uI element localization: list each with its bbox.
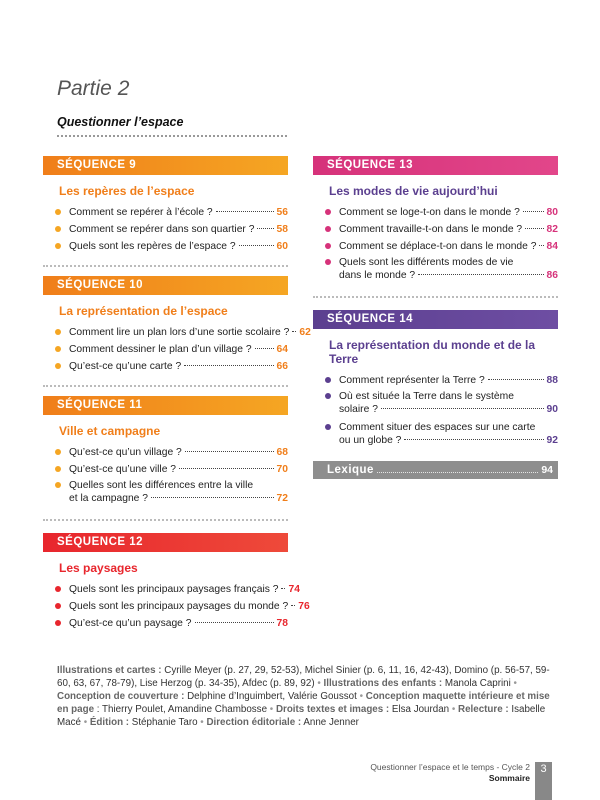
sequence-10 [43, 276, 311, 387]
bullet-icon [55, 226, 61, 232]
bullet-icon [55, 482, 61, 488]
bullet-icon [55, 346, 61, 352]
toc-item[interactable]: Qu’est-ce qu’un village ? 68 [43, 444, 288, 461]
toc-item[interactable]: Comment situer des espaces sur une carte ou un globe ? 92 [313, 420, 558, 451]
bullet-icon [325, 226, 331, 232]
lexique-page: 94 [541, 464, 553, 476]
bullet-icon [325, 377, 331, 383]
toc-item[interactable]: Comment se repérer à l’école ? 56 [43, 204, 288, 221]
sequence-12-banner: SÉQUENCE 12 [43, 533, 288, 552]
bullet-icon [325, 259, 331, 265]
section-title: Questionner l’espace [57, 115, 184, 129]
bullet-icon [55, 243, 61, 249]
bullet-icon [55, 603, 61, 609]
part-title: Partie 2 [57, 77, 130, 100]
toc-item[interactable]: Qu’est-ce qu’une ville ? 70 [43, 461, 288, 478]
credits: Illustrations et cartes : Cyrille Meyer (p. 27, 29, 52-53), Michel Sinier (p. 6, 11, 16, 42-43), Domino (p. 56-57, 59-60, 63, 67, 78-79), Lise Herzog (p. 34-35), Afdec (p. 89, 92) • Illustrations des enfants : Manola Caprini • Conception de couverture : Delphine d’Inguimbert, Valérie Goussot • Conception maquette intérieure et mise en page : Thierry Poulet, Amandine Chambosse • Droits textes et images : Elsa Jourdan • Relecture : Isabelle Macé • Édition : Stéphanie Taro • Direction éditoriale : Anne Jenner [57, 665, 550, 728]
toc-item[interactable]: Comment dessiner le plan d’un village ? 64 [43, 341, 288, 358]
bullet-icon [55, 466, 61, 472]
bullet-icon [325, 424, 331, 430]
toc-item[interactable]: Quels sont les repères de l’espace ? 60 [43, 238, 288, 255]
sequence-14-banner: SÉQUENCE 14 [313, 310, 558, 329]
sequence-13-banner: SÉQUENCE 13 [313, 156, 558, 175]
sequence-14-title: La représentation du monde et de la Terre [329, 338, 536, 366]
bullet-icon [55, 449, 61, 455]
toc-item[interactable]: Comment représenter la Terre ? 88 [313, 372, 558, 389]
toc-item[interactable]: Qu’est-ce qu’un paysage ? 78 [43, 615, 288, 632]
toc-item[interactable]: Quels sont les différents modes de vie dans le monde ? 86 [313, 255, 558, 286]
sequence-10-title: La représentation de l’espace [59, 304, 228, 318]
toc-item[interactable]: Qu’est-ce qu’une carte ? 66 [43, 358, 288, 375]
toc-item[interactable]: Comment lire un plan lors d’une sortie scolaire ? 62 [43, 324, 288, 341]
sequence-9 [43, 156, 288, 267]
bullet-icon [325, 393, 331, 399]
bullet-icon [55, 363, 61, 369]
lexique-entry[interactable] [313, 461, 558, 479]
toc-item[interactable]: Quels sont les principaux paysages français ? 74 [43, 581, 288, 598]
sequence-11-title: Ville et campagne [59, 424, 161, 438]
bullet-icon [55, 209, 61, 215]
sequence-12-title: Les paysages [59, 561, 138, 575]
sequence-13 [313, 156, 558, 298]
sequence-14 [313, 310, 558, 463]
toc-item[interactable]: Quels sont les principaux paysages du monde ? 76 [43, 598, 288, 615]
section-divider [57, 131, 287, 137]
sequence-13-title: Les modes de vie aujourd’hui [329, 184, 498, 198]
page-footer [370, 762, 530, 784]
bullet-icon [55, 586, 61, 592]
lexique-label: Lexique [327, 464, 374, 476]
sequence-12 [43, 533, 310, 642]
bullet-icon [325, 209, 331, 215]
sequence-9-banner: SÉQUENCE 9 [43, 156, 288, 175]
bullet-icon [325, 243, 331, 249]
sequence-11 [43, 396, 288, 521]
sequence-11-banner: SÉQUENCE 11 [43, 396, 288, 415]
sequence-9-title: Les repères de l’espace [59, 184, 195, 198]
toc-item[interactable]: Quelles sont les différences entre la ville et la campagne ? 72 [43, 478, 288, 509]
toc-item[interactable]: Où est située la Terre dans le système solaire ? 90 [313, 389, 558, 420]
sequence-10-banner: SÉQUENCE 10 [43, 276, 288, 295]
bullet-icon [55, 329, 61, 335]
toc-item[interactable]: Comment se loge-t-on dans le monde ? 80 [313, 204, 558, 221]
footer-book-title: Questionner l’espace et le temps - Cycle 2 [370, 762, 530, 772]
toc-item[interactable]: Comment travaille-t-on dans le monde ? 82 [313, 221, 558, 238]
toc-item[interactable]: Comment se déplace-t-on dans le monde ? 84 [313, 238, 558, 255]
page-number: 3 [535, 762, 552, 800]
footer-section: Sommaire [488, 773, 530, 783]
toc-item[interactable]: Comment se repérer dans son quartier ? 58 [43, 221, 288, 238]
bullet-icon [55, 620, 61, 626]
